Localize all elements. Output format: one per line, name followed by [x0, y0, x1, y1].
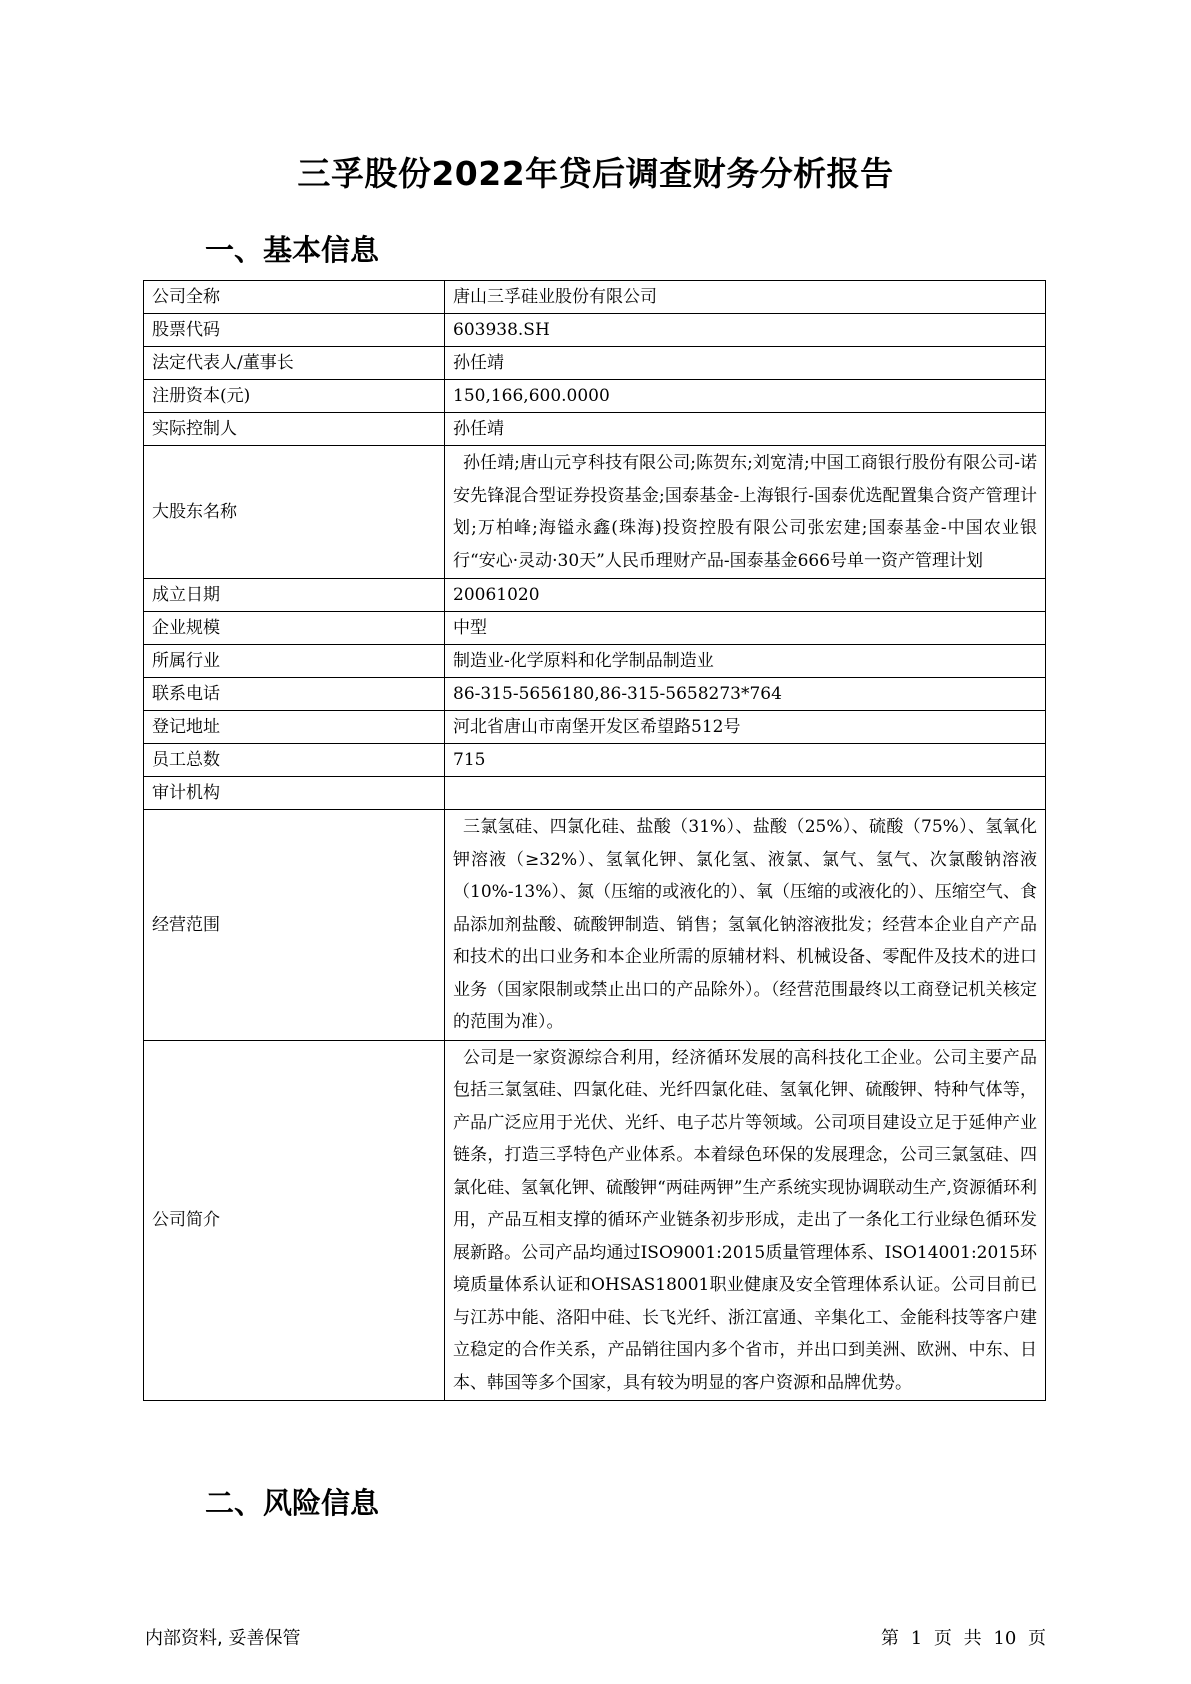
- section-heading-risk-info: 二、风险信息: [205, 1486, 380, 1520]
- row-label: 公司全称: [144, 281, 445, 314]
- table-row: [144, 777, 1046, 810]
- row-label: 审计机构: [144, 777, 445, 810]
- table-row: [144, 347, 1046, 380]
- row-label: 所属行业: [144, 645, 445, 678]
- row-label: 法定代表人/董事长: [144, 347, 445, 380]
- row-label: 实际控制人: [144, 413, 445, 446]
- row-label: 员工总数: [144, 744, 445, 777]
- table-row: [144, 711, 1046, 744]
- table-row: [144, 314, 1046, 347]
- row-value: [445, 777, 1046, 810]
- table-row: [144, 810, 1046, 1041]
- row-label: 经营范围: [144, 810, 445, 1041]
- table-row: [144, 678, 1046, 711]
- row-value: 唐山三孚硅业股份有限公司: [445, 281, 1046, 314]
- table-row: [144, 744, 1046, 777]
- row-label: 注册资本(元): [144, 380, 445, 413]
- row-value: 孙任靖: [445, 413, 1046, 446]
- table-row: [144, 281, 1046, 314]
- row-value: 孙任靖: [445, 347, 1046, 380]
- table-row: [144, 446, 1046, 579]
- row-label: 企业规模: [144, 612, 445, 645]
- row-value: 公司是一家资源综合利用，经济循环发展的高科技化工企业。公司主要产品包括三氯氢硅、四氯化硅、光纤四氯化硅、氢氧化钾、硫酸钾、特种气体等，产品广泛应用于光伏、光纤、电子芯片等领域。公司项目建设立足于延伸产业链条，打造三孚特色产业体系。本着绿色环保的发展理念，公司三氯氢硅、四氯化硅、氢氧化钾、硫酸钾“两硅两钾”生产系统实现协调联动生产,资源循环利用，产品互相支撑的循环产业链条初步形成，走出了一条化工行业绿色循环发展新路。公司产品均通过ISO9001:2015质量管理体系、ISO14001:2015环境质量体系认证和OHSAS18001职业健康及安全管理体系认证。公司目前已与江苏中能、洛阳中硅、长飞光纤、浙江富通、辛集化工、金能科技等客户建立稳定的合作关系，产品销往国内多个省市，并出口到美洲、欧洲、中东、日本、韩国等多个国家，具有较为明显的客户资源和品牌优势。: [445, 1040, 1046, 1401]
- page-title: 三孚股份2022年贷后调查财务分析报告: [297, 154, 894, 193]
- table-row: [144, 413, 1046, 446]
- section-heading-basic-info: 一、基本信息: [205, 233, 380, 267]
- row-value: 86-315-5656180,86-315-5658273*764: [445, 678, 1046, 711]
- row-value: 150,166,600.0000: [445, 380, 1046, 413]
- row-label: 成立日期: [144, 579, 445, 612]
- row-value: 中型: [445, 612, 1046, 645]
- table-row: [144, 1040, 1046, 1401]
- row-value: 603938.SH: [445, 314, 1046, 347]
- row-value: 制造业-化学原料和化学制品制造业: [445, 645, 1046, 678]
- row-value: 孙任靖;唐山元亨科技有限公司;陈贺东;刘宽清;中国工商银行股份有限公司-诺安先锋混合型证券投资基金;国泰基金-上海银行-国泰优选配置集合资产管理计划;万柏峰;海镒永鑫(珠海)投资控股有限公司张宏建;国泰基金-中国农业银行“安心·灵动·30天”人民币理财产品-国泰基金666号单一资产管理计划: [445, 446, 1046, 579]
- table-row: [144, 612, 1046, 645]
- row-label: 公司简介: [144, 1040, 445, 1401]
- row-label: 大股东名称: [144, 446, 445, 579]
- table-row: [144, 380, 1046, 413]
- row-label: 联系电话: [144, 678, 445, 711]
- row-label: 登记地址: [144, 711, 445, 744]
- table-row: [144, 579, 1046, 612]
- row-value: 20061020: [445, 579, 1046, 612]
- row-value: 三氯氢硅、四氯化硅、盐酸（31%）、盐酸（25%）、硫酸（75%）、氢氧化钾溶液（≥32%）、氢氧化钾、氯化氢、液氯、氯气、氢气、次氯酸钠溶液（10%-13%）、氮（压缩的或液化的）、氧（压缩的或液化的）、压缩空气、食品添加剂盐酸、硫酸钾制造、销售；氢氧化钠溶液批发；经营本企业自产产品和技术的出口业务和本企业所需的原辅材料、机械设备、零配件及技术的进口业务（国家限制或禁止出口的产品除外）。（经营范围最终以工商登记机关核定的范围为准）。: [445, 810, 1046, 1041]
- footer-page-number: 第 1 页 共 10 页: [881, 1628, 1046, 1649]
- basic-info-table: [143, 280, 1046, 1401]
- table-row: [144, 645, 1046, 678]
- footer-confidential-note: 内部资料, 妥善保管: [145, 1628, 301, 1649]
- row-value: 715: [445, 744, 1046, 777]
- row-value: 河北省唐山市南堡开发区希望路512号: [445, 711, 1046, 744]
- row-label: 股票代码: [144, 314, 445, 347]
